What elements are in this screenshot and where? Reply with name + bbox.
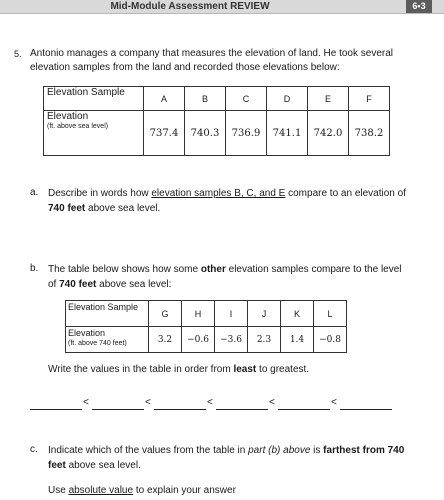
part-a-question: [48, 186, 408, 216]
part-a-bold: 740 feet: [48, 203, 86, 214]
problem-text: Antonio manages a company that measures the elevation of land. He took several elevation samples from the land and recorded those elevations below:: [30, 48, 393, 73]
part-c-letter: c.: [30, 444, 38, 455]
sample-letter-cell: I: [215, 301, 248, 327]
elevation-unit-label: (ft. above sea level): [47, 123, 109, 130]
sample-letter-cell: A: [144, 87, 185, 111]
elevation-value-cell: −3.6: [215, 327, 248, 353]
elevation-label: Elevation: [68, 328, 106, 338]
sample-letter-cell: C: [226, 87, 267, 111]
less-than-symbol: <: [331, 397, 337, 408]
part-b-text-post: above sea level:: [96, 279, 172, 290]
answer-blank-2[interactable]: [92, 409, 144, 410]
part-c-bold: farthest from 740 feet: [48, 445, 405, 471]
part-c-question: [48, 443, 408, 473]
elevation-value-cell: −0.6: [182, 327, 215, 353]
part-c-italic: part (b) above: [248, 445, 311, 456]
answer-blank-3[interactable]: [154, 409, 206, 410]
part-c-line2-text: Use: [48, 485, 69, 496]
elevation-value-cell: 736.9: [226, 111, 267, 156]
sample-letter-cell: J: [248, 301, 281, 327]
part-c-instruction: [48, 483, 408, 498]
problem-number: 5.: [14, 49, 22, 59]
part-b-text: The table below shows how some: [48, 264, 201, 275]
row-label-sample: Elevation Sample: [44, 87, 144, 111]
less-than-symbol: <: [207, 397, 213, 408]
comparison-table: [65, 300, 347, 353]
part-a-text: Describe in words how: [48, 188, 152, 199]
elevation-value-cell: 741.1: [267, 111, 308, 156]
part-c-text: Indicate which of the values from the table in: [48, 445, 249, 456]
elevation-value-cell: 737.4: [144, 111, 185, 156]
table-row: [44, 111, 390, 156]
part-b-letter: b.: [30, 263, 39, 274]
table-row: [44, 87, 390, 111]
sample-letter-cell: F: [349, 87, 390, 111]
part-c-underlined: absolute value: [68, 485, 134, 496]
instruction-bold-least: least: [233, 364, 257, 375]
part-a-text-post: above sea level.: [85, 203, 161, 214]
table-row: [66, 327, 347, 353]
sample-letter-cell: B: [185, 87, 226, 111]
elevation-value-cell: 3.2: [149, 327, 182, 353]
part-c-text-mid: is: [310, 445, 324, 456]
part-a-underlined: elevation samples B, C, and E: [151, 188, 286, 199]
order-instruction: [48, 362, 408, 377]
elevation-table: [43, 86, 390, 156]
elevation-value-cell: 738.2: [349, 111, 390, 156]
part-a-letter: a.: [30, 187, 39, 198]
elevation-label: Elevation: [47, 111, 89, 122]
row-label-elevation: [44, 111, 144, 156]
elevation-value-cell: 742.0: [308, 111, 349, 156]
answer-blank-6[interactable]: [340, 409, 392, 410]
part-a-text-mid: compare to an elevation of: [285, 188, 406, 199]
less-than-symbol: <: [83, 397, 89, 408]
part-b-bold-other: other: [200, 264, 226, 275]
answer-blank-1[interactable]: [30, 409, 82, 410]
page-header-title: Mid-Module Assessment REVIEW: [110, 1, 270, 12]
sample-letter-cell: K: [281, 301, 314, 327]
sample-letter-cell: G: [149, 301, 182, 327]
row-label-elevation: [66, 327, 149, 353]
table-row: [66, 301, 347, 327]
ordering-blanks: [30, 397, 400, 411]
elevation-value-cell: −0.8: [314, 327, 347, 353]
grade-badge: 6•3: [406, 0, 432, 13]
less-than-symbol: <: [269, 397, 275, 408]
answer-blank-5[interactable]: [278, 409, 330, 410]
row-label-sample: Elevation Sample: [66, 301, 149, 327]
part-b-text-mid: elevation samples compare to the level of: [48, 264, 402, 290]
part-c-line2-post: to explain your answer: [133, 485, 236, 496]
less-than-symbol: <: [145, 397, 151, 408]
sample-letter-cell: D: [267, 87, 308, 111]
answer-blank-4[interactable]: [216, 409, 268, 410]
elevation-unit-label: (ft. above 740 feet): [68, 340, 127, 347]
elevation-value-cell: 740.3: [185, 111, 226, 156]
sample-letter-cell: H: [182, 301, 215, 327]
elevation-value-cell: 1.4: [281, 327, 314, 353]
part-c-text-post: above sea level.: [65, 460, 141, 471]
instruction-text-post: to greatest.: [256, 364, 310, 375]
elevation-value-cell: 2.3: [248, 327, 281, 353]
part-b-bold-740: 740 feet: [59, 279, 97, 290]
sample-letter-cell: L: [314, 301, 347, 327]
instruction-text: Write the values in the table in order from: [48, 364, 234, 375]
sample-letter-cell: E: [308, 87, 349, 111]
part-b-question: [48, 262, 408, 292]
